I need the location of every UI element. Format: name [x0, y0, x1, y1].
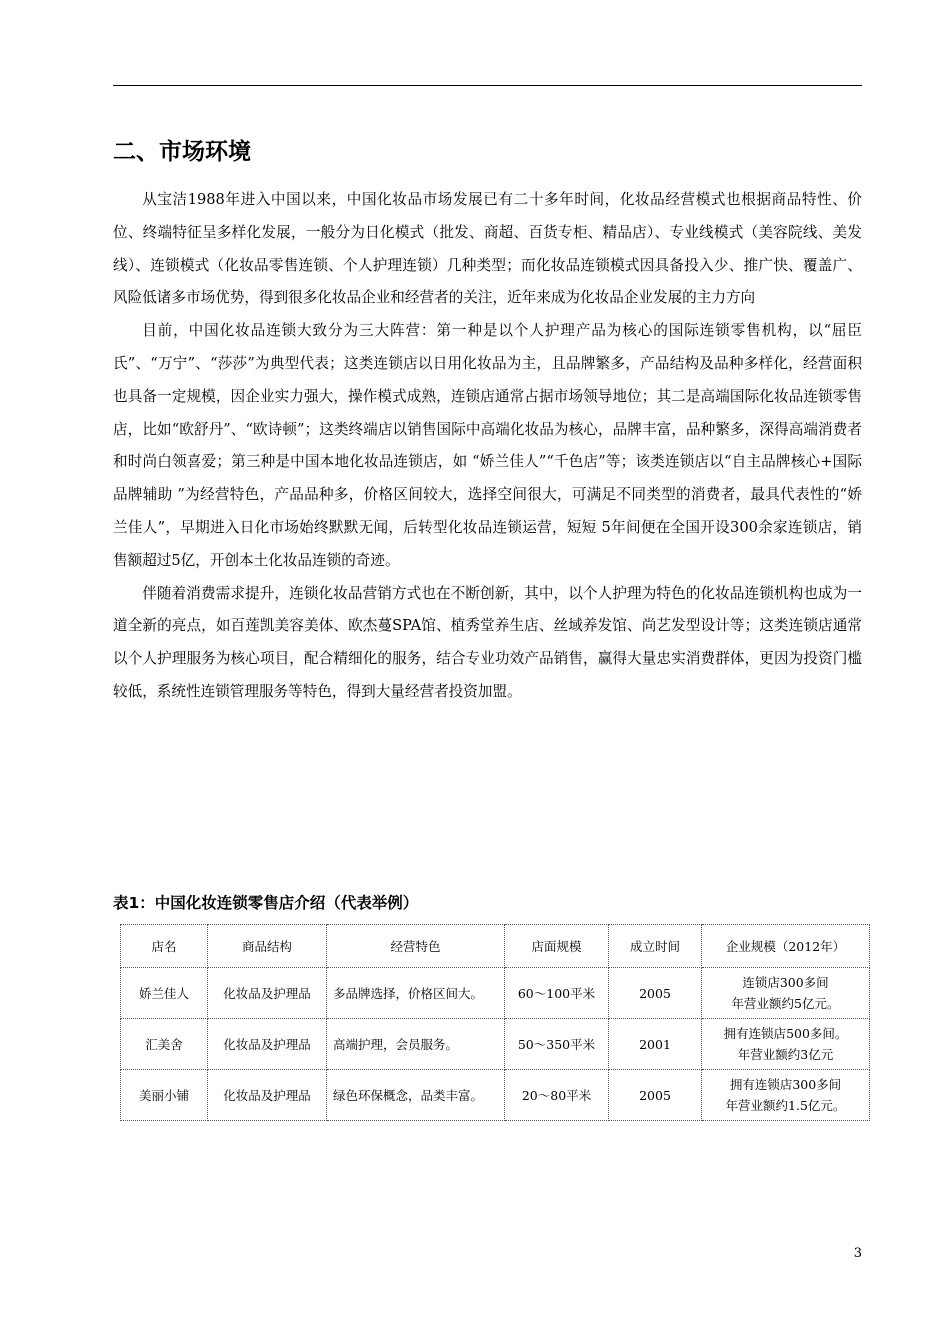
column-header: 企业规模（2012年） — [702, 925, 870, 968]
cell-structure: 化妆品及护理品 — [208, 1019, 327, 1070]
scale-line: 年营业额约1.5亿元。 — [725, 1098, 846, 1113]
cell-scale — [702, 1019, 870, 1070]
cell-feature: 多品牌选择，价格区间大。 — [327, 968, 505, 1019]
cell-name: 美丽小铺 — [121, 1070, 208, 1121]
scale-line: 年营业额约5亿元。 — [731, 996, 840, 1011]
page-number: 3 — [853, 1246, 862, 1261]
cell-founded: 2005 — [609, 968, 702, 1019]
table-row — [121, 1019, 870, 1070]
cell-feature: 绿色环保概念，品类丰富。 — [327, 1070, 505, 1121]
cell-structure: 化妆品及护理品 — [208, 1070, 327, 1121]
body-text — [113, 184, 862, 709]
cell-founded: 2001 — [609, 1019, 702, 1070]
cell-founded: 2005 — [609, 1070, 702, 1121]
paragraph: 目前，中国化妆品连锁大致分为三大阵营：第一种是以个人护理产品为核心的国际连锁零售机构，以“屈臣氏”、“万宁”、“莎莎”为典型代表；这类连锁店以日用化妆品为主，且品牌繁多，产品结构及品种多样化，经营面积也具备一定规模，因企业实力强大，操作模式成熟，连锁店通常占据市场领导地位；其二是高端国际化妆品连锁零售店，比如“欧舒丹”、“欧诗顿”；这类终端店以销售国际中高端化妆品为核心，品牌丰富，品种繁多，深得高端消费者和时尚白领喜爱；第三种是中国本地化妆品连锁店，如 “娇兰佳人”“千色店”等；该类连锁店以“自主品牌核心+国际品牌辅助 ”为经营特色，产品品种多，价格区间较大，选择空间很大，可满足不同类型的消费者，最具代表性的“娇兰佳人”，早期进入日化市场始终默默无闻，后转型化妆品连锁运营，短短 5年间便在全国开设300余家连锁店，销售额超过5亿，开创本土化妆品连锁的奇迹。 — [113, 322, 862, 569]
cell-name: 娇兰佳人 — [121, 968, 208, 1019]
paragraph: 伴随着消费需求提升，连锁化妆品营销方式也在不断创新，其中，以个人护理为特色的化妆品连锁机构也成为一道全新的亮点，如百莲凯美容美体、欧杰蔓SPA馆、植秀堂养生店、丝域养发馆、尚艺发型设计等；这类连锁店通常以个人护理服务为核心项目，配合精细化的服务，结合专业功效产品销售，赢得大量忠实消费群体，更因为投资门槛较低，系统性连锁管理服务等特色，得到大量经营者投资加盟。 — [113, 584, 862, 700]
header-rule — [113, 85, 862, 86]
column-header: 成立时间 — [609, 925, 702, 968]
cell-scale — [702, 968, 870, 1019]
section-heading: 二、市场环境 — [113, 139, 251, 165]
scale-line: 拥有连锁店300多间 — [729, 1077, 842, 1092]
scale-line: 年营业额约3亿元 — [737, 1047, 834, 1062]
cell-structure: 化妆品及护理品 — [208, 968, 327, 1019]
cell-name: 汇美舍 — [121, 1019, 208, 1070]
cell-size: 60～100平米 — [505, 968, 609, 1019]
column-header: 经营特色 — [327, 925, 505, 968]
scale-line: 连锁店300多间 — [742, 975, 829, 990]
column-header: 店面规模 — [505, 925, 609, 968]
paragraph: 从宝洁1988年进入中国以来，中国化妆品市场发展已有二十多年时间，化妆品经营模式也根据商品特性、价位、终端特征呈多样化发展，一般分为日化模式（批发、商超、百货专柜、精品店）、专业线模式（美容院线、美发线）、连锁模式（化妆品零售连锁、个人护理连锁）几种类型；而化妆品连锁模式因具备投入少、推广快、覆盖广、风险低诸多市场优势，得到很多化妆品企业和经营者的关注，近年来成为化妆品企业发展的主力方向 — [113, 191, 862, 307]
cell-size: 20～80平米 — [505, 1070, 609, 1121]
table-caption: 表1：中国化妆连锁零售店介绍（代表举例） — [113, 894, 419, 912]
cell-scale — [702, 1070, 870, 1121]
retail-table — [120, 924, 869, 1121]
cell-size: 50～350平米 — [505, 1019, 609, 1070]
table-row — [121, 968, 870, 1019]
column-header: 商品结构 — [208, 925, 327, 968]
scale-line: 拥有连锁店500多间。 — [723, 1026, 848, 1041]
column-header: 店名 — [121, 925, 208, 968]
table-row — [121, 1070, 870, 1121]
cell-feature: 高端护理，会员服务。 — [327, 1019, 505, 1070]
table-header-row — [121, 925, 870, 968]
